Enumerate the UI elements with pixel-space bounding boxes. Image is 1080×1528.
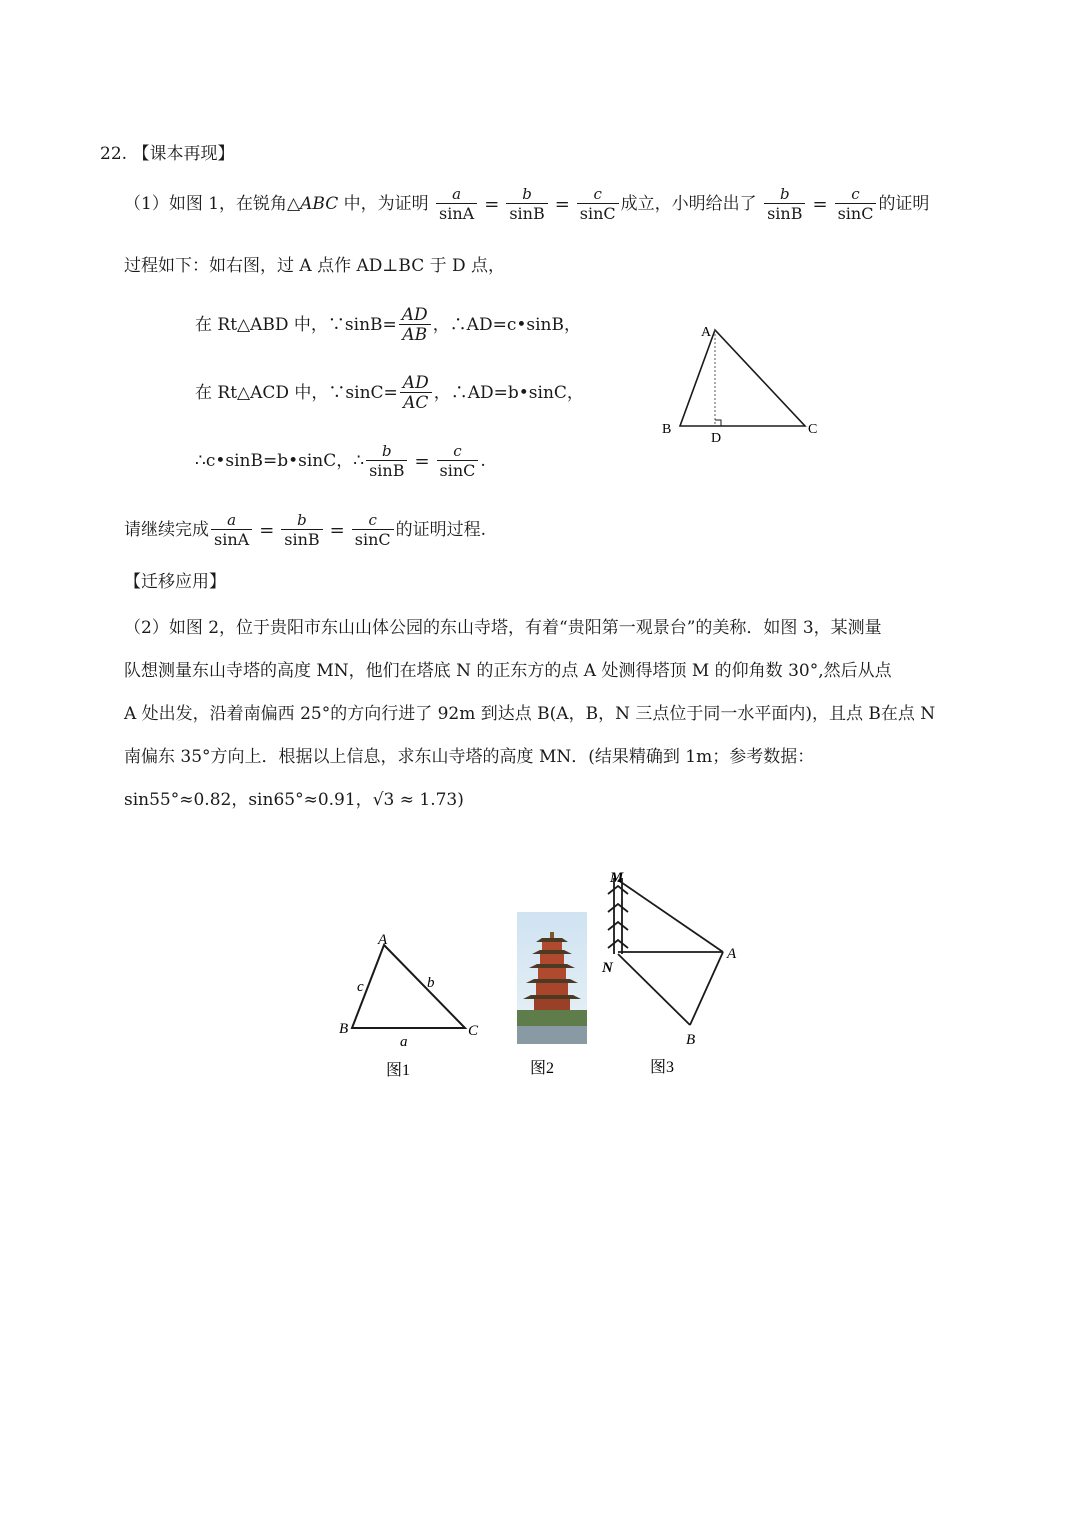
part2-line2: 队想测量东山寺塔的高度 MN，他们在塔底 N 的正东方的点 A 处测得塔顶 M 的仰角数 30°,然后从点 xyxy=(124,661,892,681)
label-D: D xyxy=(711,431,722,446)
figure3-diagram xyxy=(598,862,748,1082)
fraction-c-sinC: $\frac{c}{\sin C}$ xyxy=(577,185,619,224)
line-MA xyxy=(618,880,723,952)
proof-step3: ∴c•sinB=b•sinC，∴ $\frac{b}{\sin B}$ = $\frac{c}{\sin C}$ . xyxy=(195,442,486,480)
line-AB xyxy=(690,952,723,1025)
part1-label: （1） xyxy=(124,194,169,214)
part1-intro-d: 的证明 xyxy=(878,194,930,214)
figure1-outline xyxy=(352,945,465,1028)
fig1-label-A: A xyxy=(378,932,388,948)
proof-step2: 在 Rt△ACD 中，∵sinC= $\frac{AD}{AC}$ ，∴AD=b•sinC， xyxy=(195,373,584,413)
fraction-AD-AB: $\frac{AD}{AB}$ xyxy=(399,306,431,345)
part1-intro-b: 中，为证明 xyxy=(338,194,429,214)
part2-line5: sin55°≈0.82，sin65°≈0.91，√3 ≈ 1.73) xyxy=(124,790,464,810)
fig3-label-B: B xyxy=(686,1032,696,1048)
fig1-label-B: B xyxy=(339,1021,349,1037)
fraction-b-sinB-4: $\frac{b}{\sin B}$ xyxy=(281,511,322,550)
label-B: B xyxy=(662,422,672,437)
problem-header xyxy=(100,142,234,166)
fig1-label-c: c xyxy=(357,979,364,995)
fraction-b-sinB-3: $\frac{b}{\sin B}$ xyxy=(366,442,407,481)
section-title-textbook: 【课本再现】 xyxy=(132,144,235,164)
fig1-label-b: b xyxy=(427,975,435,991)
triangle-abc-outline xyxy=(680,330,805,426)
fig3-caption: 图3 xyxy=(650,1059,675,1076)
sqrt3-approx: √3 ≈ 1.73) xyxy=(372,790,464,810)
fig3-label-M: M xyxy=(610,870,624,886)
part2-line3: A 处出发，沿着南偏西 25°的方向行进了 92m 到达点 B(A，B，N 三点位于同一水平面内)，且点 B在点 N xyxy=(124,704,936,724)
proof-step1: 在 Rt△ABD 中，∵sinB= $\frac{AD}{AB}$ ，∴AD=c•sinB， xyxy=(195,305,581,345)
proof-triangle-figure xyxy=(655,318,830,448)
fraction-b-sinB: $\frac{b}{\sin B}$ xyxy=(506,185,547,224)
figure1-triangle xyxy=(330,925,490,1085)
continue-line: 请继续完成 $\frac{a}{\sin A}$ = $\frac{b}{\sin B}$ = $\frac{c}{\sin C}$ 的证明过程. xyxy=(124,511,487,549)
line-NB xyxy=(618,954,690,1025)
fraction-AD-AC: $\frac{AD}{AC}$ xyxy=(400,374,432,413)
fraction-a-sinA-4: $\frac{a}{\sin A}$ xyxy=(211,511,252,550)
part1-intro-c: 成立，小明给出了 xyxy=(620,194,757,214)
fraction-c-sinC-3: $\frac{c}{\sin C}$ xyxy=(437,442,479,481)
label-A: A xyxy=(701,325,712,340)
fig1-label-C: C xyxy=(468,1023,479,1039)
fraction-c-sinC-2: $\frac{c}{\sin C}$ xyxy=(835,185,877,224)
part2-line1: （2）如图 2，位于贵阳市东山山体公园的东山寺塔，有着“贵阳第一观景台”的美称．如图 3，某测量 xyxy=(124,618,882,638)
fig3-label-A: A xyxy=(727,946,737,962)
figure2-photo xyxy=(512,910,592,1085)
fraction-c-sinC-4: $\frac{c}{\sin C}$ xyxy=(352,511,394,550)
part1-line1: （1）如图 1，在锐角△ABC 中，为证明 $\frac{a}{\sin A}$ = $\frac{b}{\sin B}$ = $\frac{c}{\sin C}$ 成立，小明给出了 $\frac{b}{\sin B}$ = $\frac{c}{\sin C}$ 的证明 xyxy=(124,185,930,223)
fraction-b-sinB-2: $\frac{b}{\sin B}$ xyxy=(764,185,805,224)
triangle-name: ABC xyxy=(300,194,339,214)
part1-intro-a: 如图 1，在锐角△ xyxy=(168,194,301,214)
fig3-label-N: N xyxy=(602,960,613,976)
problem-number: 22. xyxy=(100,144,128,164)
fig2-caption: 图2 xyxy=(530,1060,555,1077)
photo-base xyxy=(517,1026,587,1044)
fig1-caption: 图1 xyxy=(386,1062,411,1079)
part2-line4: 南偏东 35°方向上．根据以上信息，求东山寺塔的高度 MN．(结果精确到 1m；参考数据： xyxy=(124,747,815,767)
tower-icon xyxy=(608,878,628,954)
fraction-a-sinA: $\frac{a}{\sin A}$ xyxy=(436,185,477,224)
section-title-application: 【迁移应用】 xyxy=(124,572,226,592)
part1-line2: 过程如下：如右图，过 A 点作 AD⊥BC 于 D 点， xyxy=(124,256,506,276)
label-C: C xyxy=(808,422,818,437)
fig1-label-a: a xyxy=(400,1034,408,1050)
right-angle-mark xyxy=(715,420,721,426)
